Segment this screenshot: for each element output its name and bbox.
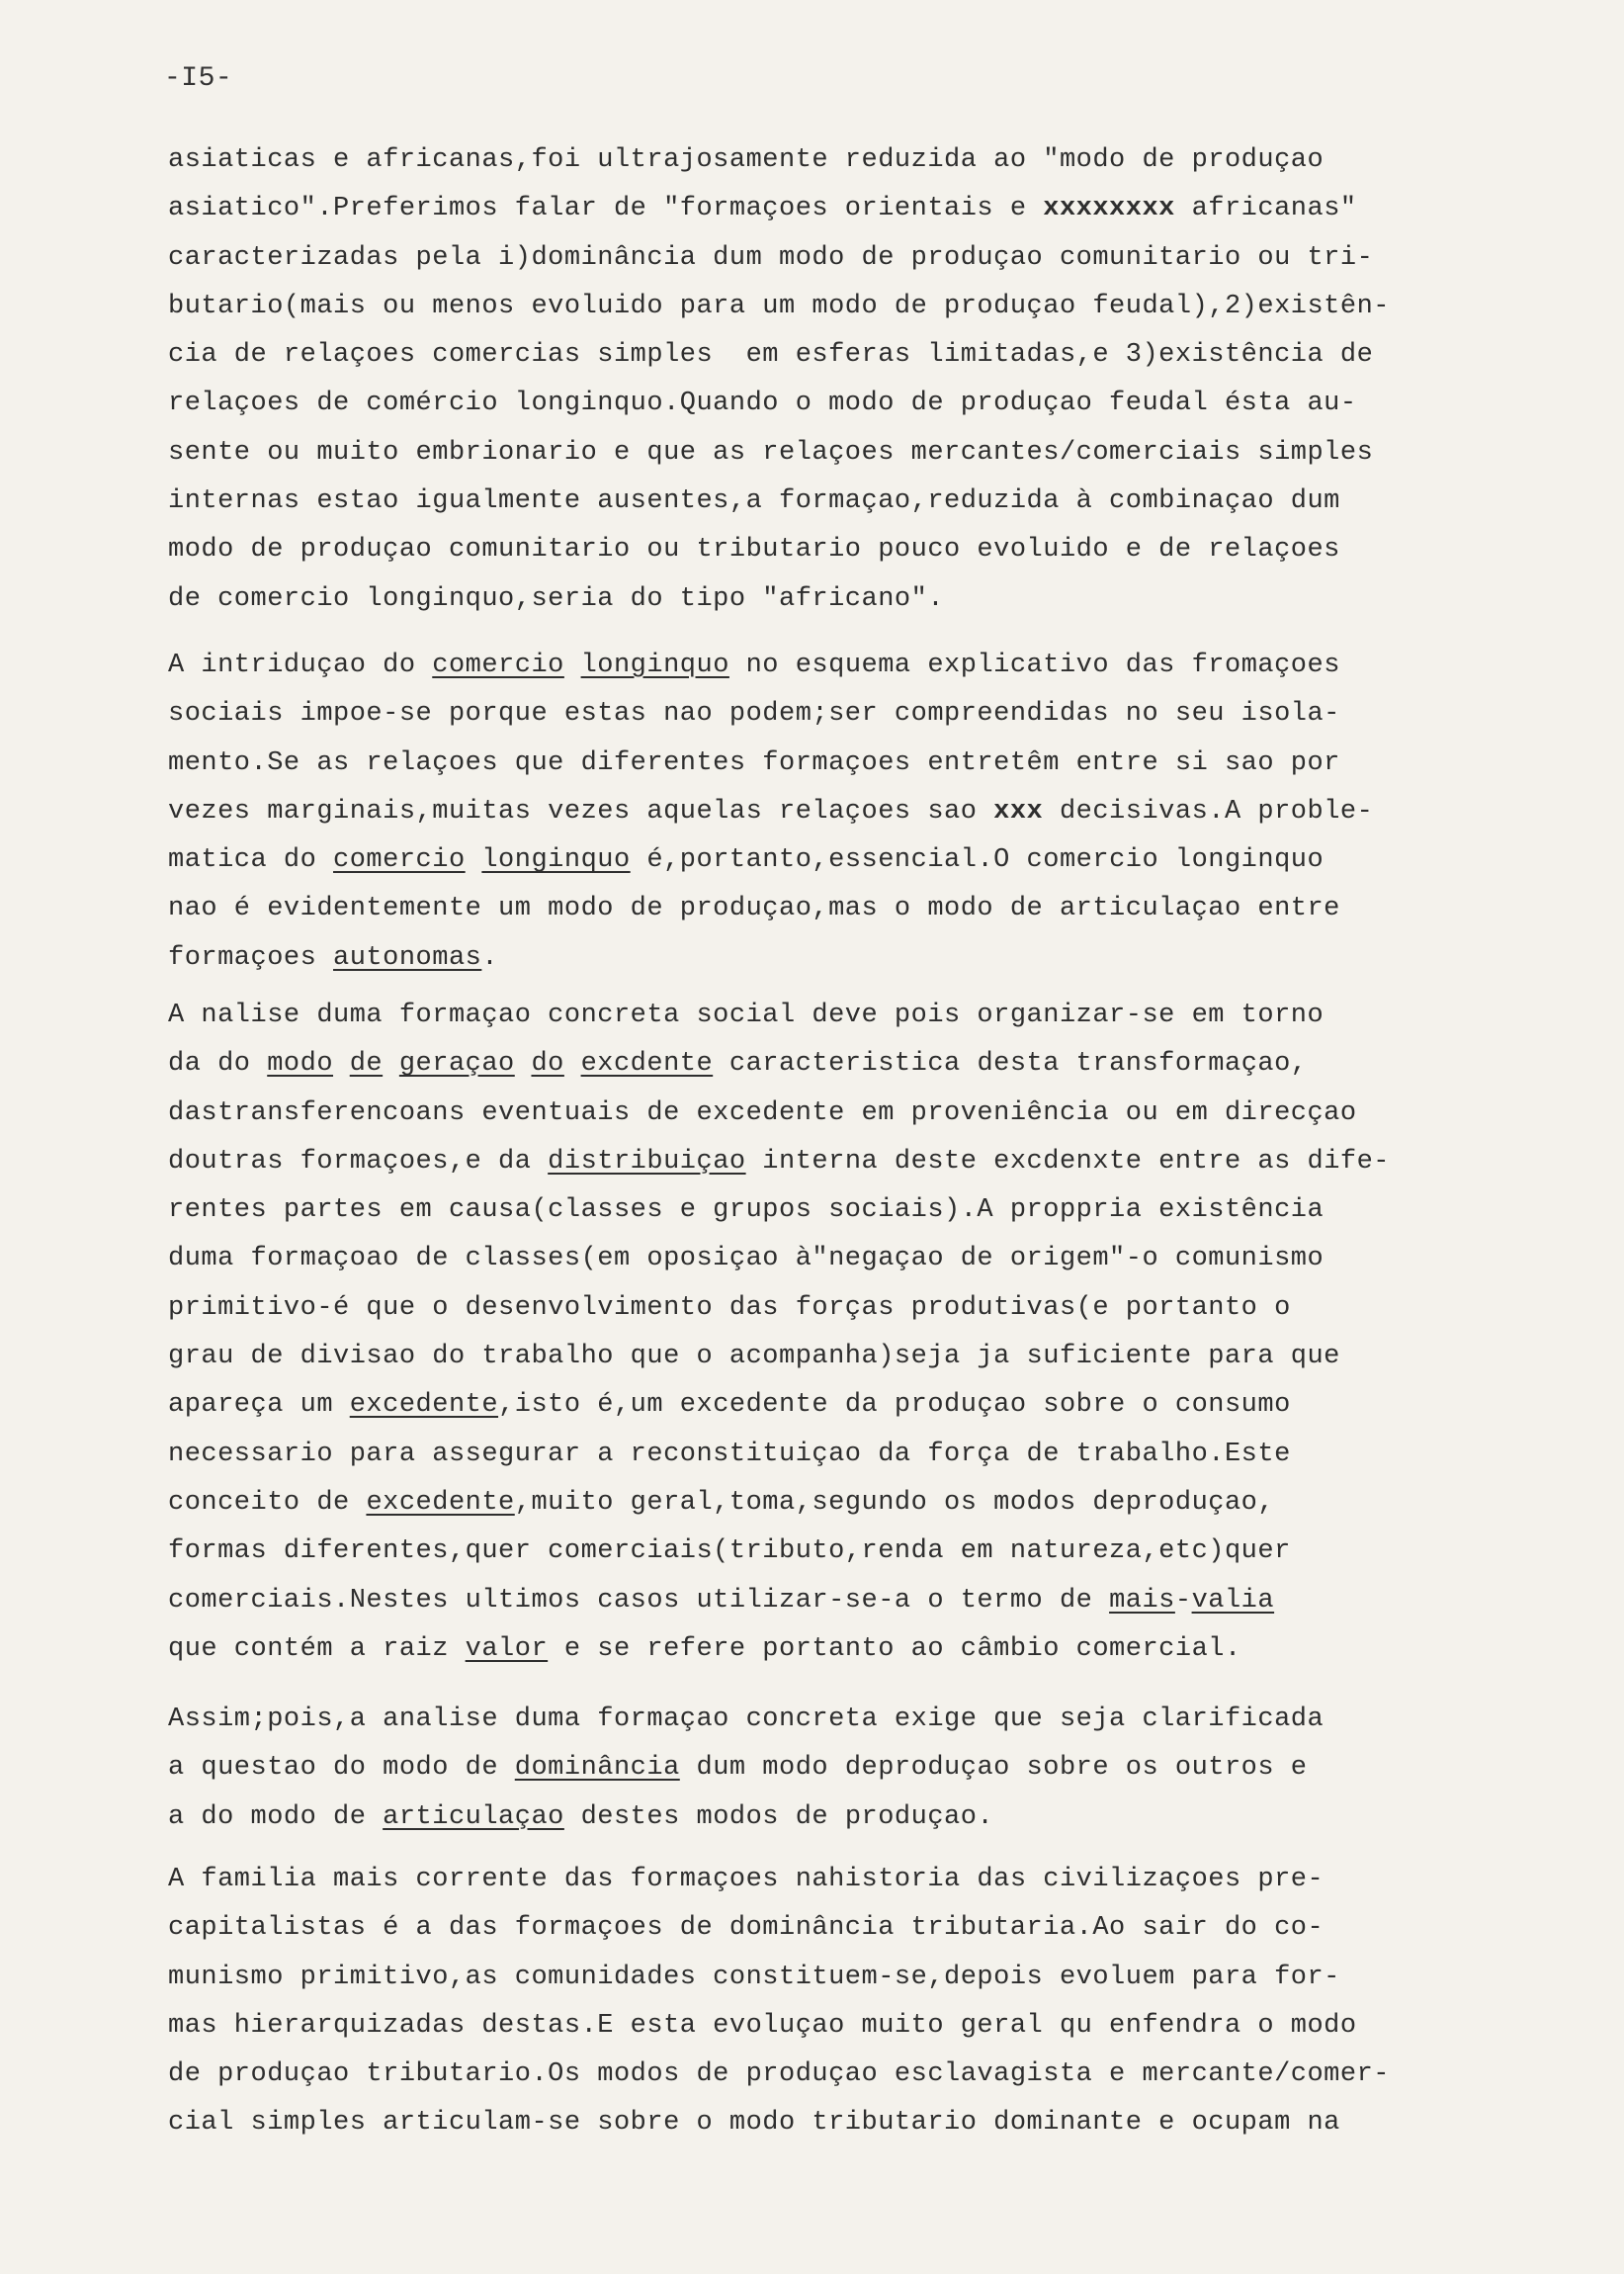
text-line bbox=[168, 1625, 1552, 1674]
underlined-term: longinquo bbox=[580, 651, 729, 680]
text-segment: grau de divisao do trabalho que o acompanha)seja ja suficiente para que bbox=[168, 1342, 1340, 1372]
text-line bbox=[168, 1040, 1552, 1089]
text-segment: interna deste excdenxte entre as dife- bbox=[745, 1146, 1391, 1177]
paragraph-4 bbox=[168, 1696, 1552, 1842]
text-line bbox=[168, 575, 1552, 624]
text-segment: cia de relaçoes comercias simples em esferas limitadas,e 3)existência de bbox=[168, 340, 1374, 371]
text-line bbox=[168, 1284, 1552, 1333]
text-segment: da do bbox=[168, 1049, 268, 1080]
text-segment: primitivo-é que o desenvolvimento das forças produtivas(e portanto o bbox=[168, 1292, 1291, 1323]
underlined-term: valia bbox=[1191, 1585, 1275, 1616]
underlined-term: excedente bbox=[349, 1390, 499, 1421]
text-line bbox=[168, 526, 1552, 574]
page-number: -I5- bbox=[164, 63, 233, 94]
text-line bbox=[168, 740, 1552, 788]
text-line bbox=[168, 2051, 1552, 2099]
text-line bbox=[168, 1235, 1552, 1283]
text-line bbox=[168, 380, 1552, 428]
text-segment: asiatico".Preferimos falar de "formaçoes orientais e bbox=[168, 194, 1044, 224]
underlined-term: mais bbox=[1109, 1585, 1175, 1616]
text-segment: conceito de bbox=[168, 1487, 367, 1518]
underlined-term: do bbox=[531, 1049, 564, 1080]
text-segment: ,muito geral,toma,segundo os modos deproduçao, bbox=[514, 1487, 1275, 1518]
text-line bbox=[168, 1856, 1552, 1904]
text-segment: A nalise duma formaçao concreta social deve pois organizar-se em torno bbox=[168, 1001, 1325, 1030]
text-line bbox=[168, 429, 1552, 478]
text-line bbox=[168, 1431, 1552, 1479]
text-segment: munismo primitivo,as comunidades constituem-se,depois evoluem para for- bbox=[168, 1962, 1340, 1992]
text-segment bbox=[564, 1049, 581, 1079]
text-segment: apareça um bbox=[168, 1390, 350, 1421]
underlined-term: excdente bbox=[580, 1049, 714, 1080]
text-segment: mas hierarquizadas destas.E esta evoluçao muito geral qu enfendra o modo bbox=[168, 2010, 1357, 2041]
text-segment: asiaticas e africanas,foi ultrajosamente reduzida ao "modo de produçao bbox=[168, 145, 1325, 175]
text-segment: caracteristica desta transformaçao, bbox=[713, 1049, 1308, 1080]
text-segment bbox=[383, 1049, 399, 1079]
text-segment: de produçao tributario.Os modos de produçao esclavagista e mercante/comer- bbox=[168, 2059, 1390, 2090]
underlined-term: comercio bbox=[432, 651, 564, 680]
text-segment bbox=[564, 651, 581, 680]
text-segment: capitalistas é a das formaçoes de dominância tributaria.Ao sair do co- bbox=[168, 1913, 1325, 1944]
text-line bbox=[168, 234, 1552, 283]
text-segment: caracterizadas pela i)dominância dum modo de produçao comunitario ou tri- bbox=[168, 242, 1374, 273]
paragraph-1 bbox=[168, 136, 1552, 624]
underlined-term: articulaçao bbox=[383, 1801, 564, 1832]
paragraph-2 bbox=[168, 642, 1552, 983]
text-segment: internas estao igualmente ausentes,a formaçao,reduzida à combinaçao dum bbox=[168, 486, 1340, 517]
text-segment: sociais impoe-se porque estas nao podem;ser compreendidas no seu isola- bbox=[168, 699, 1340, 730]
text-segment: A familia mais corrente das formaçoes nahistoria das civilizaçoes pre- bbox=[168, 1865, 1325, 1894]
text-line bbox=[168, 1793, 1552, 1842]
text-line bbox=[168, 992, 1552, 1040]
text-segment bbox=[333, 1049, 350, 1079]
text-segment: rentes partes em causa(classes e grupos sociais).A proppria existência bbox=[168, 1195, 1325, 1226]
text-segment: necessario para assegurar a reconstituiçao da força de trabalho.Este bbox=[168, 1439, 1291, 1469]
underlined-term: excedente bbox=[366, 1487, 515, 1518]
text-line bbox=[168, 2099, 1552, 2147]
underlined-term: geraçao bbox=[398, 1049, 515, 1080]
text-segment: nao é evidentemente um modo de produçao,mas o modo de articulaçao entre bbox=[168, 894, 1340, 924]
text-segment: matica do bbox=[168, 845, 334, 876]
text-line bbox=[168, 690, 1552, 739]
text-segment: doutras formaçoes,e da bbox=[168, 1146, 549, 1177]
text-line bbox=[168, 1577, 1552, 1625]
text-segment bbox=[466, 845, 482, 875]
paragraph-3 bbox=[168, 992, 1552, 1674]
paragraph-5 bbox=[168, 1856, 1552, 2148]
text-line bbox=[168, 478, 1552, 526]
underlined-term: modo bbox=[267, 1049, 334, 1080]
text-segment: no esquema explicativo das fromaçoes bbox=[728, 651, 1340, 680]
text-line bbox=[168, 1090, 1552, 1138]
text-line bbox=[168, 836, 1552, 885]
struck-out-text: xxx bbox=[993, 796, 1044, 827]
underlined-term: autonomas bbox=[333, 942, 482, 973]
text-segment: a do modo de bbox=[168, 1801, 384, 1832]
text-line bbox=[168, 1479, 1552, 1528]
text-segment: - bbox=[1174, 1585, 1192, 1616]
underlined-term: distribuiçao bbox=[548, 1146, 746, 1177]
text-segment: decisivas.A proble- bbox=[1043, 796, 1374, 827]
text-line bbox=[168, 1138, 1552, 1186]
text-segment: A intriduçao do bbox=[168, 651, 433, 680]
text-segment: a questao do modo de bbox=[168, 1753, 515, 1784]
underlined-term: comercio bbox=[333, 845, 466, 876]
text-segment: é,portanto,essencial.O comercio longinquo bbox=[630, 845, 1325, 876]
text-segment bbox=[515, 1049, 532, 1079]
text-line bbox=[168, 1696, 1552, 1744]
text-segment: formas diferentes,quer comerciais(tributo,renda em natureza,etc)quer bbox=[168, 1536, 1291, 1567]
text-line bbox=[168, 283, 1552, 331]
text-segment: Assim;pois,a analise duma formaçao concreta exige que seja clarificada bbox=[168, 1705, 1325, 1734]
text-segment: modo de produçao comunitario ou tributario pouco evoluido e de relaçoes bbox=[168, 535, 1340, 566]
text-segment: e se refere portanto ao câmbio comercial. bbox=[548, 1633, 1241, 1664]
text-segment: sente ou muito embrionario e que as relaçoes mercantes/comerciais simples bbox=[168, 437, 1374, 468]
text-line bbox=[168, 1381, 1552, 1430]
text-line bbox=[168, 934, 1552, 983]
text-segment: destes modos de produçao. bbox=[563, 1801, 994, 1832]
underlined-term: valor bbox=[465, 1633, 549, 1664]
text-segment: vezes marginais,muitas vezes aquelas relaçoes sao bbox=[168, 796, 994, 827]
text-line bbox=[168, 788, 1552, 836]
struck-out-text: xxxxxxxx bbox=[1043, 194, 1175, 224]
text-line bbox=[168, 331, 1552, 380]
text-segment: dum modo deproduçao sobre os outros e bbox=[679, 1753, 1308, 1784]
text-line bbox=[168, 1954, 1552, 2002]
underlined-term: dominância bbox=[514, 1753, 680, 1784]
text-segment: ,isto é,um excedente da produçao sobre o consumo bbox=[498, 1390, 1291, 1421]
underlined-term: longinquo bbox=[481, 845, 631, 876]
text-segment: butario(mais ou menos evoluido para um modo de produçao feudal),2)existên- bbox=[168, 291, 1390, 321]
text-segment: mento.Se as relaçoes que diferentes formaçoes entretêm entre si sao por bbox=[168, 747, 1340, 778]
text-line bbox=[168, 2002, 1552, 2051]
underlined-term: de bbox=[349, 1049, 384, 1080]
text-segment: que contém a raiz bbox=[168, 1633, 466, 1664]
text-segment: formaçoes bbox=[168, 942, 334, 973]
text-line bbox=[168, 1528, 1552, 1576]
text-segment: . bbox=[481, 942, 499, 973]
text-segment: africanas" bbox=[1174, 194, 1357, 224]
text-segment: comerciais.Nestes ultimos casos utilizar-se-a o termo de bbox=[168, 1585, 1110, 1616]
text-line bbox=[168, 1186, 1552, 1235]
text-segment: duma formaçoao de classes(em oposiçao à"negaçao de origem"-o comunismo bbox=[168, 1244, 1325, 1274]
text-line bbox=[168, 136, 1552, 185]
text-segment: cial simples articulam-se sobre o modo tributario dominante e ocupam na bbox=[168, 2108, 1340, 2139]
text-line bbox=[168, 1333, 1552, 1381]
text-line bbox=[168, 642, 1552, 690]
text-segment: relaçoes de comércio longinquo.Quando o modo de produçao feudal ésta au- bbox=[168, 389, 1357, 419]
text-line bbox=[168, 185, 1552, 233]
text-line bbox=[168, 1744, 1552, 1793]
text-segment: de comercio longinquo,seria do tipo "africano". bbox=[168, 583, 945, 614]
text-segment: dastransferencoans eventuais de excedente em proveniência ou em direcçao bbox=[168, 1097, 1357, 1128]
text-line bbox=[168, 885, 1552, 933]
text-line bbox=[168, 1904, 1552, 1953]
